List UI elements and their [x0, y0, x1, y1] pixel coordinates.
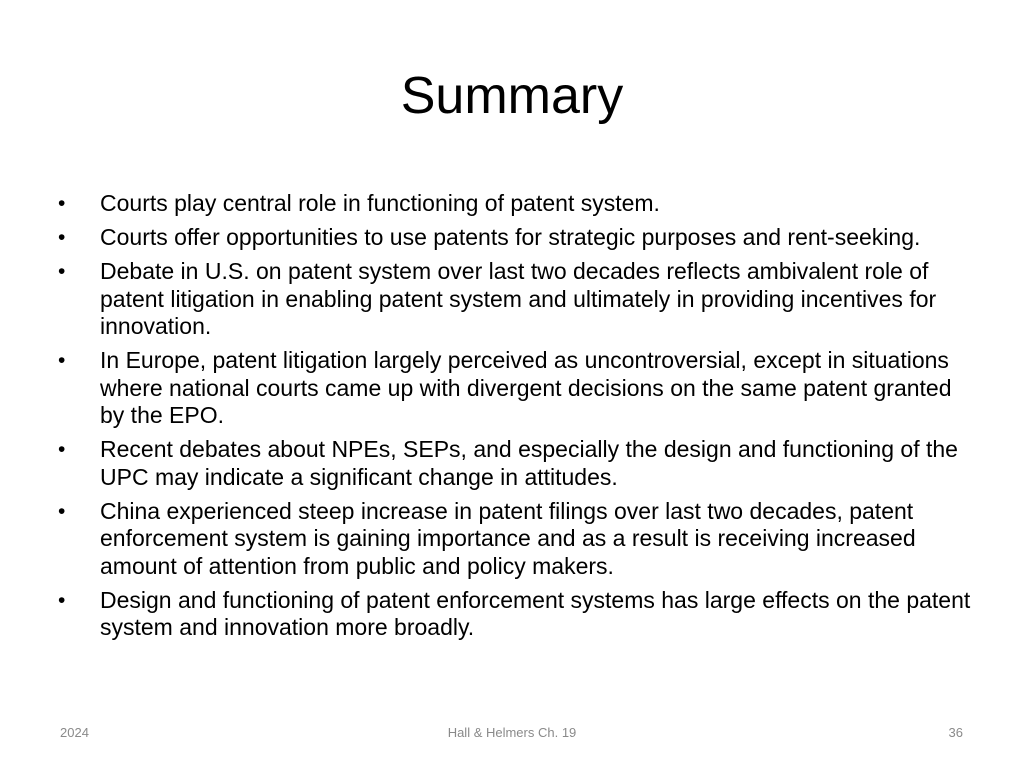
- list-item: [56, 587, 972, 642]
- bullet-text: Courts offer opportunities to use patents for strategic purposes and rent-seeking.: [100, 224, 921, 250]
- bullet-icon: •: [58, 499, 66, 523]
- list-item: [56, 190, 972, 218]
- footer-year: 2024: [60, 725, 89, 740]
- bullet-icon: •: [58, 192, 66, 215]
- list-item: [56, 347, 972, 430]
- bullet-icon: •: [58, 226, 66, 249]
- list-item: [56, 498, 972, 581]
- bullet-text: Recent debates about NPEs, SEPs, and especially the design and functioning of the UPC may indicate a significant change in attitudes.: [100, 436, 958, 490]
- list-item: [56, 224, 972, 252]
- footer-source: Hall & Helmers Ch. 19: [447, 725, 577, 740]
- bullet-text: China experienced steep increase in patent filings over last two decades, patent enforcement system is gaining importance and as a result is receiving increased amount of attention from public and policy makers.: [100, 497, 916, 579]
- bullet-list: [56, 190, 972, 648]
- list-item: [56, 258, 972, 341]
- bullet-icon: •: [58, 588, 66, 612]
- footer-page-number: 36: [948, 725, 963, 740]
- bullet-text: In Europe, patent litigation largely perceived as uncontroversial, except in situations where national courts came up with divergent decisions on the same patent granted by the EPO.: [100, 347, 952, 428]
- bullet-icon: •: [58, 349, 66, 372]
- bullet-icon: •: [58, 438, 66, 461]
- list-item: [56, 436, 972, 491]
- bullet-text: Debate in U.S. on patent system over last two decades reflects ambivalent role of patent litigation in enabling patent system and ultimately in providing incentives for innovation.: [100, 258, 937, 339]
- bullet-text: Courts play central role in functioning of patent system.: [100, 190, 660, 216]
- bullet-icon: •: [58, 260, 66, 283]
- bullet-text: Design and functioning of patent enforcement systems has large effects on the patent system and innovation more broadly.: [100, 586, 971, 640]
- slide-title: Summary: [400, 67, 624, 125]
